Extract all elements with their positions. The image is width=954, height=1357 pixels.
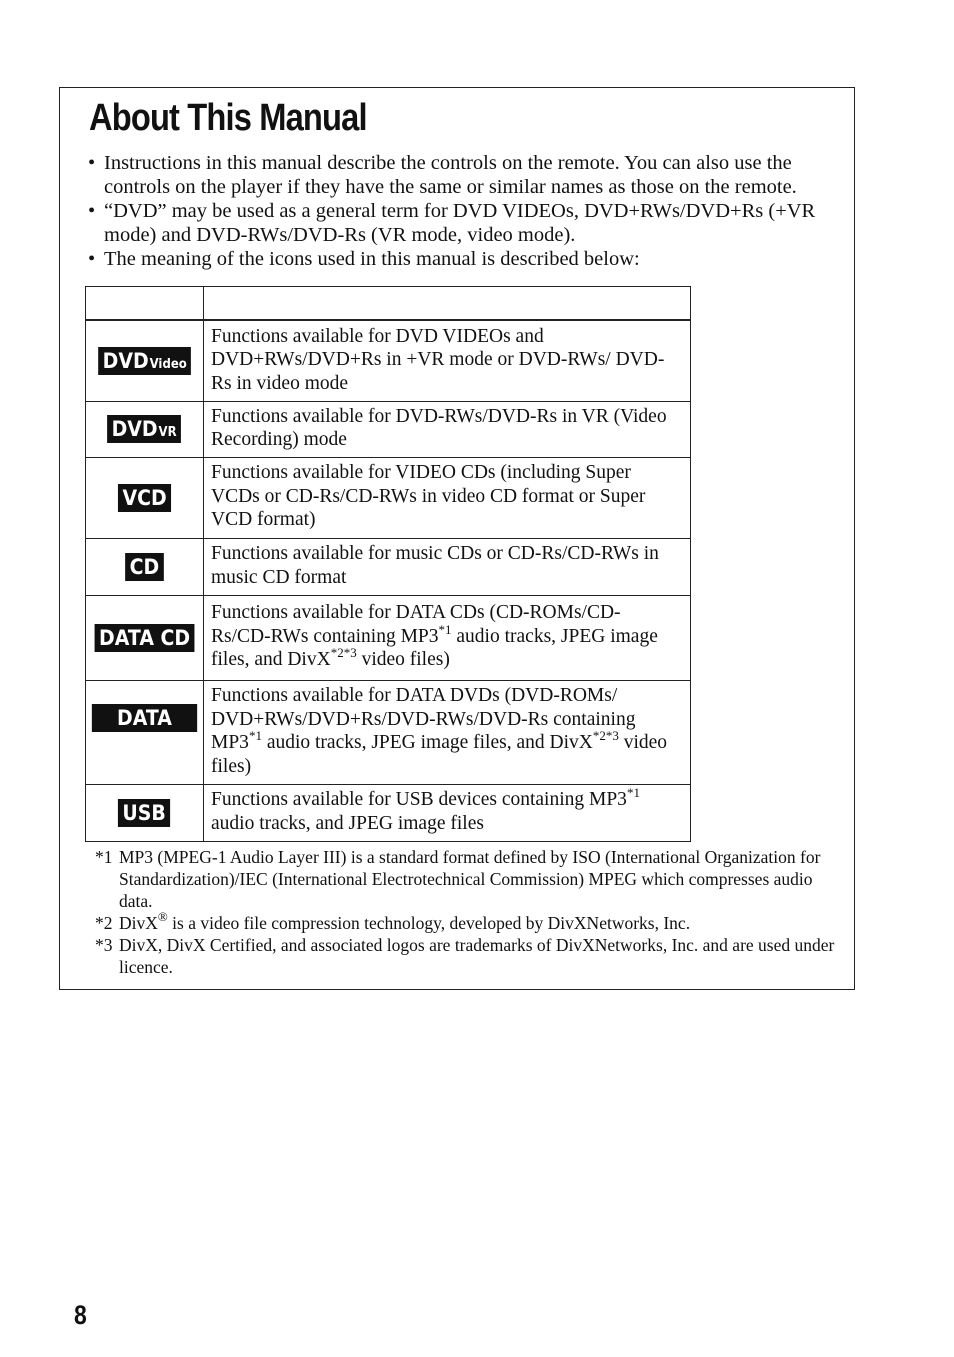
vcd-icon: VCD [118,484,171,512]
row-description: Functions available for DVD VIDEOs and DVD+RWs/DVD+Rs in +VR mode or DVD-RWs/ DVD-Rs in video mode [204,320,691,401]
bullet-item: • The meaning of the icons used in this manual is described below: [88,248,858,272]
row-description: Functions available for USB devices containing MP3$^{*1}$ audio tracks, and JPEG image files [204,784,691,841]
bullet-item: • “DVD” may be used as a general term for DVD VIDEOs, DVD+RWs/DVD+Rs (+VR mode) and DVD-RWs/DVD-Rs (VR mode, video mode). [88,200,858,247]
page-number: 8 [74,1300,87,1330]
table-row [86,401,691,457]
dvd-video-icon: DVDVideo [98,347,191,375]
table-row [86,320,691,401]
cd-icon: CD [125,553,164,581]
intro-bullets [88,152,858,273]
table-row [86,538,691,595]
footnote-item: *2 DivX® is a video file compression technology, developed by DivXNetworks, Inc. [95,909,691,933]
table-row [86,680,691,784]
row-description: Functions available for DATA CDs (CD-ROMs/CD- Rs/CD-RWs containing MP3$^{*1}$ audio tracks, JPEG image files, and DivX$^{*2*3}$ video files) [204,595,691,680]
icon-meaning-table [85,286,691,842]
row-description: Functions available for DATA DVDs (DVD-ROMs/ DVD+RWs/DVD+Rs/DVD-RWs/DVD-Rs containing MP3$^{*1}$ audio tracks, JPEG image files, and DivX$^{*2*3}$ video files) [204,680,691,784]
usb-icon: USB [118,799,170,827]
data-dvd-icon: DATA DVD [92,704,197,732]
table-row [86,457,691,538]
page-title: About This Manual [89,97,367,139]
header-icon-cell [86,287,204,321]
bullet-item: • Instructions in this manual describe the controls on the remote. You can also use the controls on the player if they have the same or similar names as those on the remote. [88,152,858,199]
header-meaning-cell [204,287,691,321]
table-row [86,595,691,680]
table-header-row [86,287,691,321]
footnote-item: *1 MP3 (MPEG-1 Audio Layer III) is a standard format defined by ISO (International Organization for Standardization)/IEC (International Electrotechnical Commission) MPEG which compresses audio data. [95,847,821,911]
dvd-vr-icon: DVDVR [108,415,182,443]
table-row [86,784,691,841]
footnotes [95,846,845,978]
row-description: Functions available for music CDs or CD-Rs/CD-RWs in music CD format [204,538,691,595]
row-description: Functions available for DVD-RWs/DVD-Rs in VR (Video Recording) mode [204,401,691,457]
data-cd-icon: DATA CD [94,624,194,652]
row-description: Functions available for VIDEO CDs (including Super VCDs or CD-Rs/CD-RWs in video CD format or Super VCD format) [204,457,691,538]
footnote-item: *3 DivX, DivX Certified, and associated logos are trademarks of DivXNetworks, Inc. and are used under licence. [95,935,835,977]
